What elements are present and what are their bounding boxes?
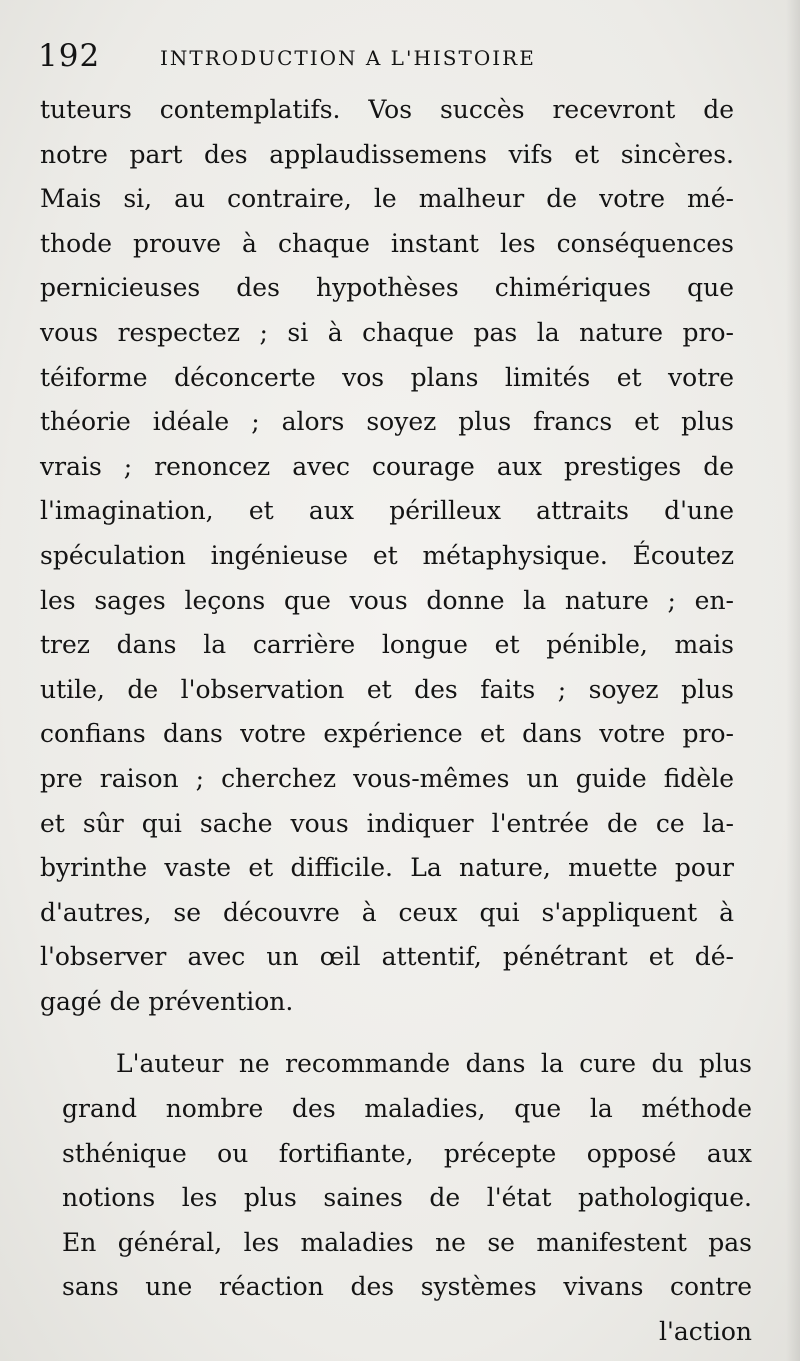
paragraph-gap <box>40 1024 734 1042</box>
text-line: pernicieuses des hypothèses chimériques que <box>40 273 734 303</box>
text-line: l'observer avec un œil attentif, pénétrant et dé- <box>40 942 734 972</box>
body-text <box>40 88 752 1355</box>
text-line: L'auteur ne recommande dans la cure du plus <box>116 1049 752 1079</box>
text-line: notre part des applaudissemens vifs et sincères. <box>40 139 734 169</box>
text-line: l'imagination, et aux périlleux attraits d'une <box>40 496 734 526</box>
paragraph-2 <box>62 1042 752 1354</box>
text-line: confians dans votre expérience et dans votre pro- <box>40 719 734 749</box>
running-head <box>38 38 738 80</box>
text-line: grand nombre des maladies, que la méthode <box>62 1094 752 1124</box>
text-line: utile, de l'observation et des faits ; soyez plus <box>40 674 734 704</box>
text-line: vrais ; renoncez avec courage aux prestiges de <box>40 451 734 481</box>
text-line: notions les plus saines de l'état pathologique. <box>62 1183 752 1213</box>
text-line: spéculation ingénieuse et métaphysique. Écoutez <box>40 540 734 570</box>
text-line: thode prouve à chaque instant les conséquences <box>40 228 734 258</box>
text-line: les sages leçons que vous donne la nature ; en- <box>40 585 734 615</box>
paragraph-1 <box>40 88 734 1024</box>
page-number: 192 <box>38 38 101 74</box>
text-line: et sûr qui sache vous indiquer l'entrée de ce la- <box>40 808 734 838</box>
catchword: l'action <box>659 1317 752 1347</box>
text-line: pre raison ; cherchez vous-mêmes un guide fidèle <box>40 763 734 793</box>
running-title: INTRODUCTION A L'HISTOIRE <box>160 46 536 70</box>
text-line: tuteurs contemplatifs. Vos succès recevront de <box>40 95 734 124</box>
text-line: téiforme déconcerte vos plans limités et votre <box>40 362 734 392</box>
text-line: trez dans la carrière longue et pénible, mais <box>40 630 734 660</box>
text-line: byrinthe vaste et difficile. La nature, muette pour <box>40 853 734 883</box>
text-line: vous respectez ; si à chaque pas la nature pro- <box>40 317 734 347</box>
text-line: d'autres, se découvre à ceux qui s'appliquent à <box>40 897 734 927</box>
page-edge-shadow <box>786 0 800 1361</box>
text-line: Mais si, au contraire, le malheur de votre mé- <box>40 184 734 214</box>
text-line: gagé de prévention. <box>40 986 294 1016</box>
text-line: théorie idéale ; alors soyez plus francs et plus <box>40 407 734 437</box>
text-line: sans une réaction des systèmes vivans contre <box>62 1272 752 1302</box>
text-line: sthénique ou fortifiante, précepte opposé aux <box>62 1138 752 1168</box>
text-line: En général, les maladies ne se manifestent pas <box>62 1227 752 1257</box>
